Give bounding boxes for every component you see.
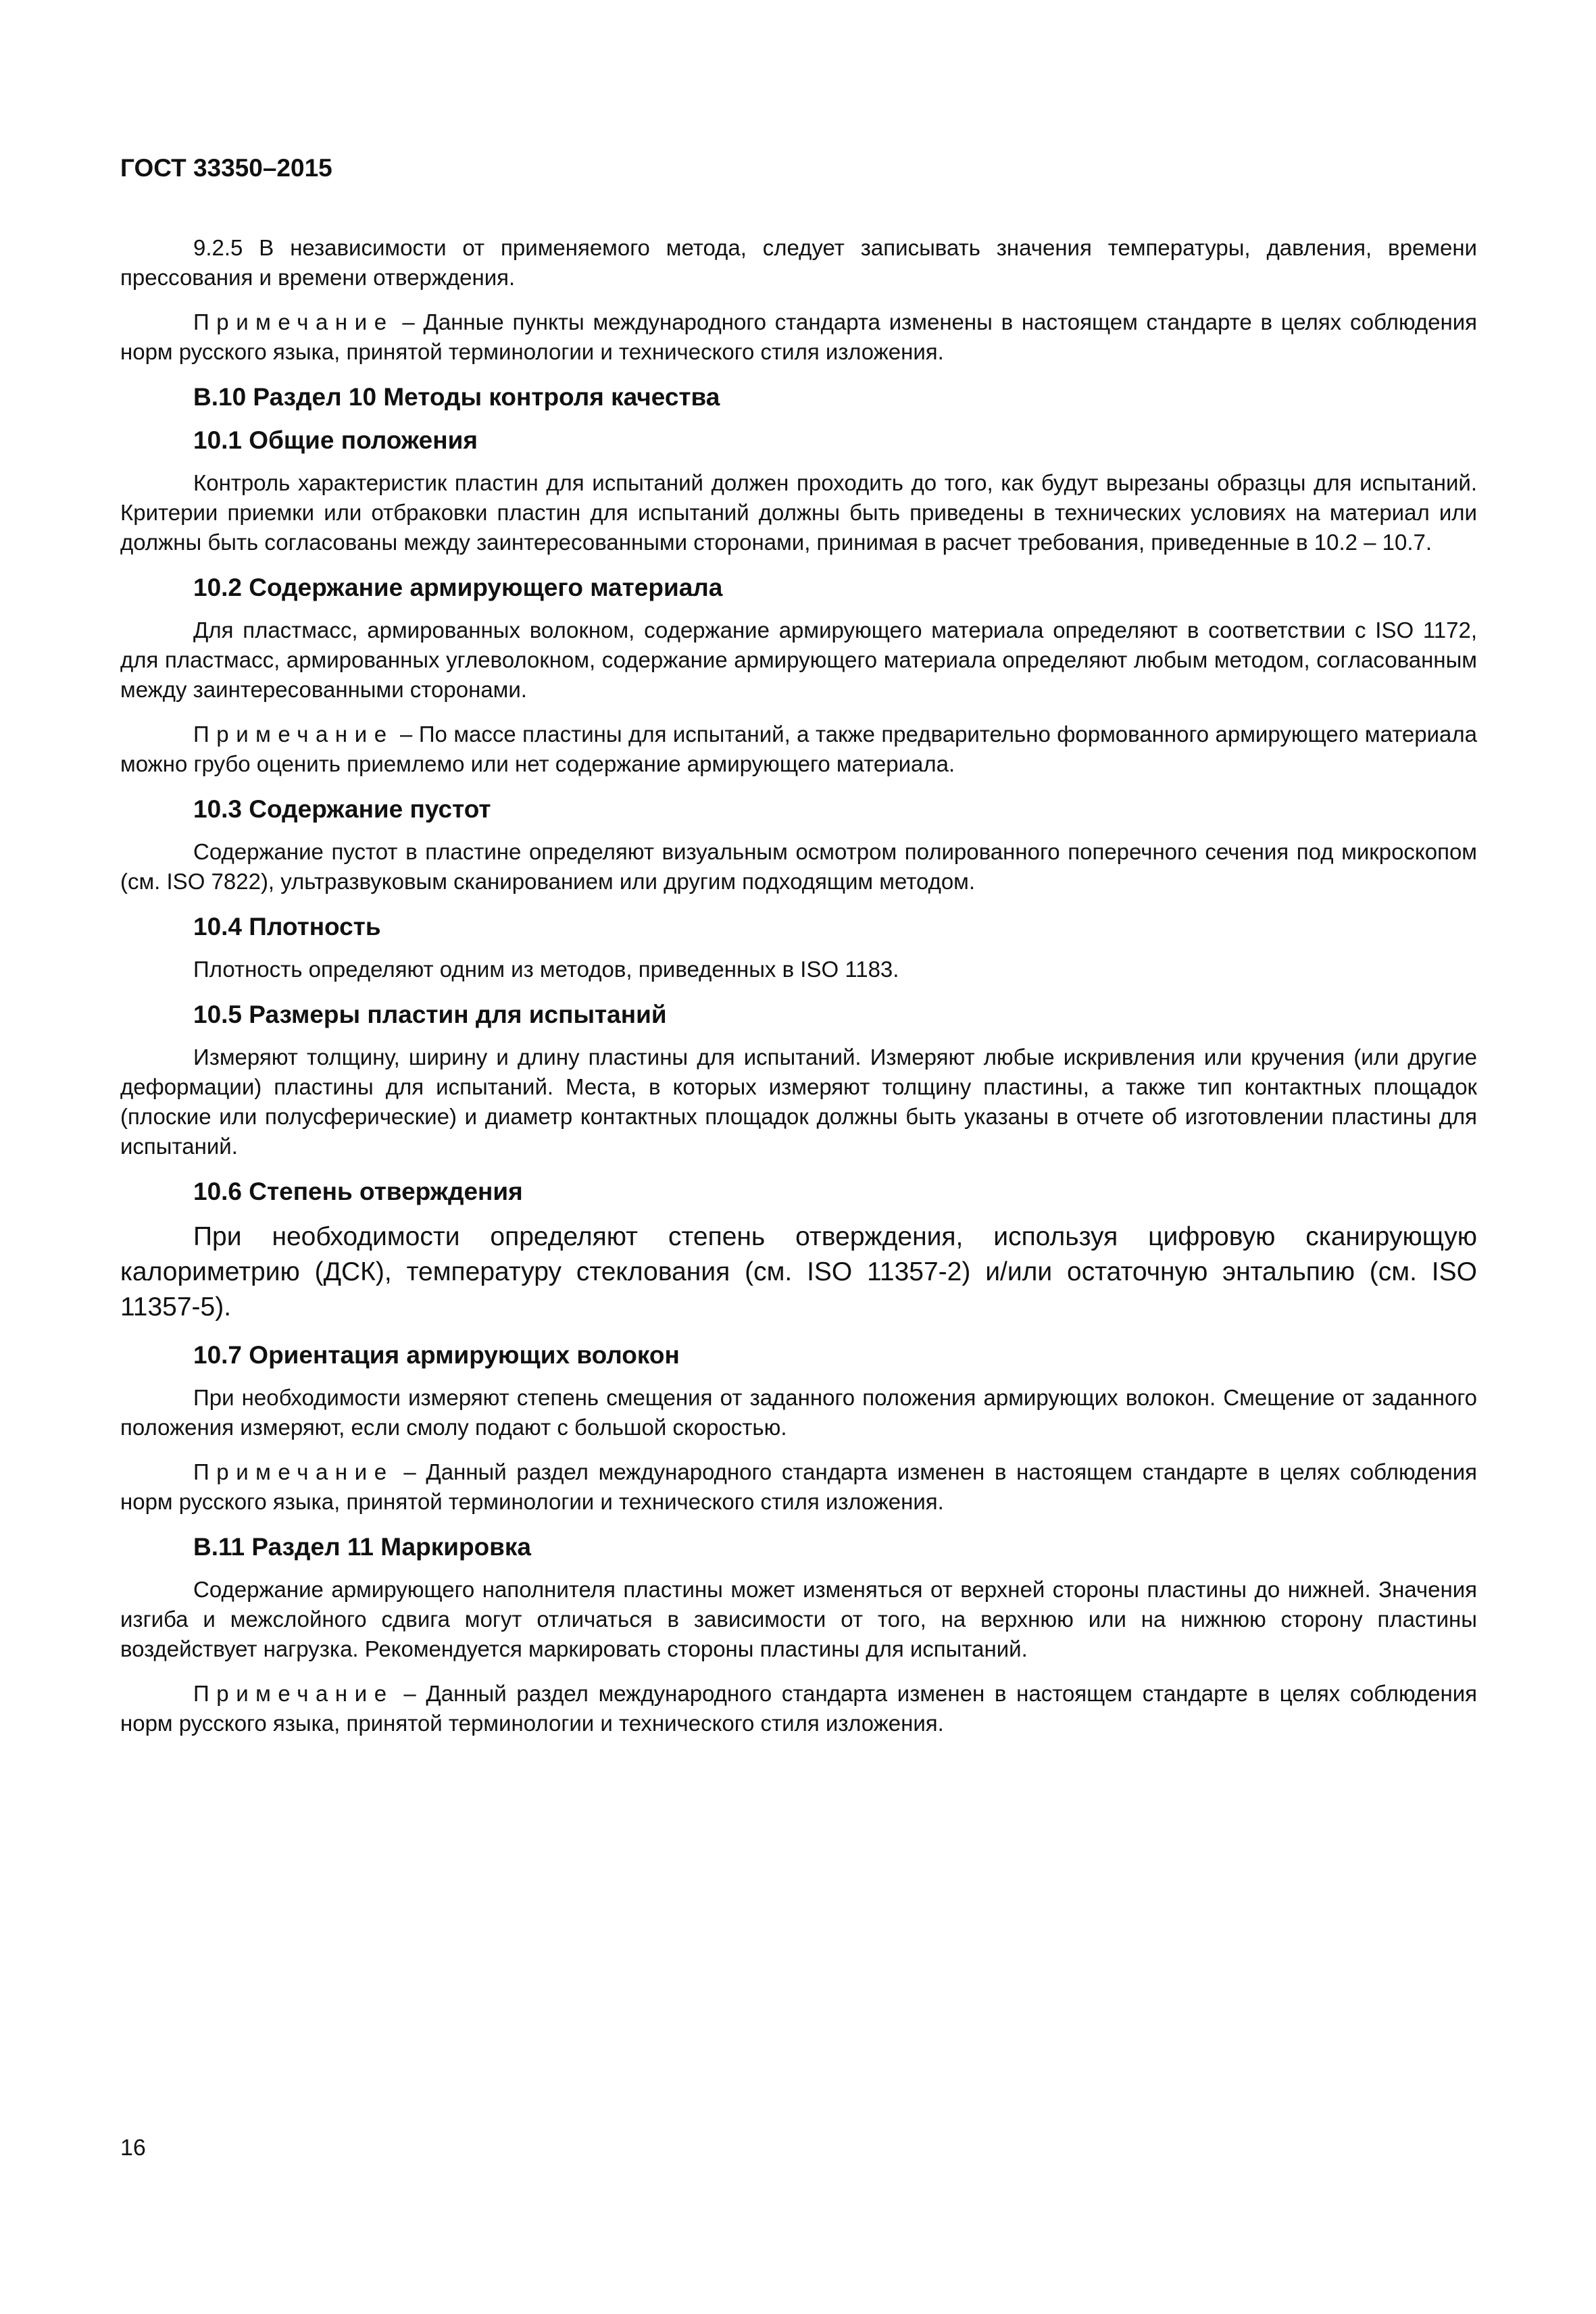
note-text: – Данные пункты международного стандарта изменены в настоящем стандарте в целях соблюдения норм русского языка, принятой терминологии и технического стиля изложения.	[120, 309, 1477, 364]
note-text: – По массе пластины для испытаний, а также предварительно формованного армирующего материала можно грубо оценить приемлемо или нет содержание армирующего материала.	[120, 722, 1477, 776]
paragraph-9-2-5: 9.2.5 В независимости от применяемого метода, следует записывать значения температуры, давления, времени прессования и времени отверждения.	[120, 235, 1477, 290]
note-paragraph	[120, 1457, 1477, 1517]
section-heading-10-6: 10.6 Степень отверждения	[193, 1178, 523, 1205]
paragraph-10-2: Для пластмасс, армированных волокном, содержание армирующего материала определяют в соответствии с ISO 1172, для пластмасс, армированных углеволокном, содержание армирующего материала определяют любым методом, согласованным между заинтересованными сторонами.	[120, 618, 1477, 702]
paragraph-10-5: Измеряют толщину, ширину и длину пластины для испытаний. Измеряют любые искривления или кручения (или другие деформации) пластины для испытаний. Места, в которых измеряют толщину пластины, а также тип контактных площадок (плоские или полусферические) и диаметр контактных площадок должны быть указаны в отчете об изготовлении пластины для испытаний.	[120, 1045, 1477, 1159]
paragraph-10-6: При необходимости определяют степень отверждения, используя цифровую сканирующую калориметрию (ДСК), температуру стеклования (см. ISO 11357-2) и/или остаточную энтальпию (см. ISO 11357-5).	[120, 1222, 1477, 1322]
note-label: Примечание	[193, 722, 394, 747]
paragraph-b11: Содержание армирующего наполнителя пластины может изменяться от верхней стороны пластины до нижней. Значения изгиба и межслойного сдвига могут отличаться в зависимости от того, на верхнюю или на нижнюю сторону пластины воздействует нагрузка. Рекомендуется маркировать стороны пластины для испытаний.	[120, 1577, 1477, 1661]
section-heading-b11: В.11 Раздел 11 Маркировка	[193, 1533, 532, 1561]
note-paragraph	[120, 307, 1477, 367]
note-text: – Данный раздел международного стандарта изменен в настоящем стандарте в целях соблюдения норм русского языка, принятой терминологии и технического стиля изложения.	[120, 1681, 1477, 1736]
note-text: – Данный раздел международного стандарта изменен в настоящем стандарте в целях соблюдения норм русского языка, принятой терминологии и технического стиля изложения.	[120, 1459, 1477, 1514]
note-paragraph	[120, 1679, 1477, 1738]
note-paragraph	[120, 720, 1477, 779]
section-heading-10-2: 10.2 Содержание армирующего материала	[193, 574, 723, 601]
paragraph-10-1: Контроль характеристик пластин для испытаний должен проходить до того, как будут вырезаны образцы для испытаний. Критерии приемки или отбраковки пластин для испытаний должны быть приведены в технических условиях на материал или должны быть согласованы между заинтересованными сторонами, принимая в расчет требования, приведенные в 10.2 – 10.7.	[120, 470, 1477, 555]
section-heading-10-5: 10.5 Размеры пластин для испытаний	[193, 1001, 667, 1028]
section-heading-b10: В.10 Раздел 10 Методы контроля качества	[193, 383, 720, 411]
note-label: Примечание	[193, 1681, 394, 1706]
section-heading-10-3: 10.3 Содержание пустот	[193, 795, 491, 823]
document-body	[120, 233, 1477, 1753]
section-heading-10-1: 10.1 Общие положения	[193, 426, 478, 454]
note-label: Примечание	[193, 309, 394, 334]
note-label: Примечание	[193, 1459, 394, 1484]
section-heading-10-4: 10.4 Плотность	[193, 913, 381, 940]
document-code: ГОСТ 33350–2015	[120, 154, 332, 182]
paragraph-10-3: Содержание пустот в пластине определяют визуальным осмотром полированного поперечного сечения под микроскопом (см. ISO 7822), ультразвуковым сканированием или другим подходящим методом.	[120, 839, 1477, 894]
page-number: 16	[120, 2135, 146, 2161]
paragraph-10-7: При необходимости измеряют степень смещения от заданного положения армирующих волокон. Смещение от заданного положения измеряют, если смолу подают с большой скоростью.	[120, 1385, 1477, 1440]
section-heading-10-7: 10.7 Ориентация армирующих волокон	[193, 1341, 680, 1369]
paragraph-10-4: Плотность определяют одним из методов, приведенных в ISO 1183.	[193, 957, 899, 982]
